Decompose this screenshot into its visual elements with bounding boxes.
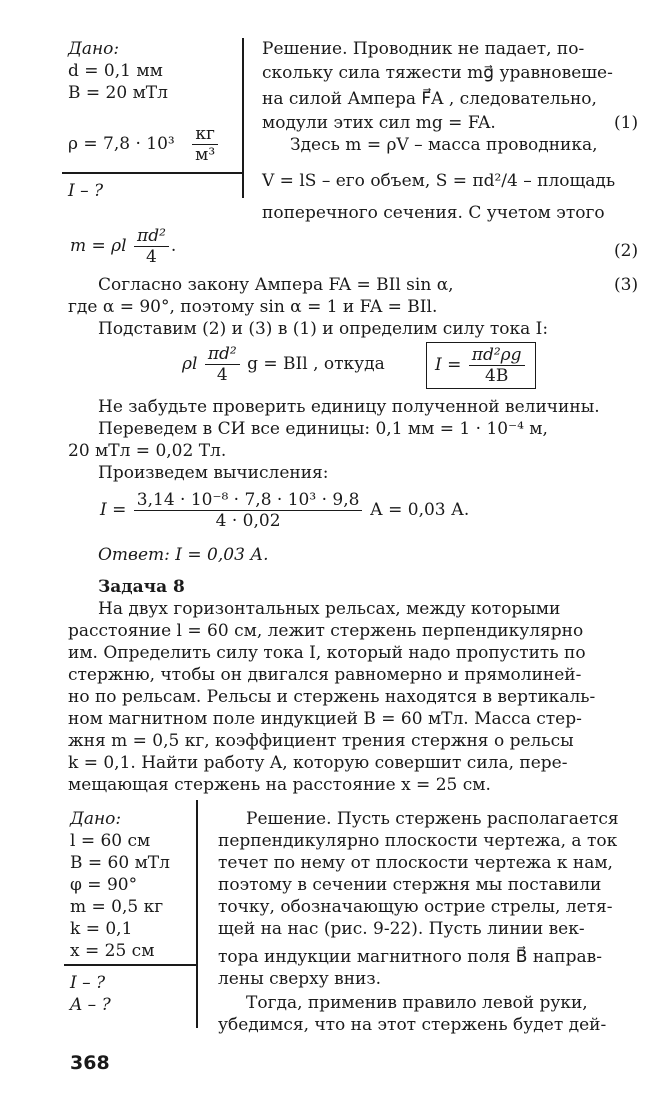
si-line-1: Переведем в СИ все единицы: 0,1 мм = 1 · 10⁻⁴ м, xyxy=(98,419,548,439)
given-header: Дано: xyxy=(68,39,120,59)
si-line-2: 20 мТл = 0,02 Тл. xyxy=(68,441,227,461)
calculation xyxy=(100,490,469,531)
answer-1: Ответ: I = 0,03 А. xyxy=(98,545,269,565)
given2-line-x: x = 25 см xyxy=(70,941,155,961)
task8-line-1: расстояние l = 60 см, лежит стержень перпендикулярно xyxy=(68,621,584,641)
eq2-left: m = ρl xyxy=(70,236,127,256)
formula-frac-den: 4 xyxy=(216,365,228,385)
given2-line-m: m = 0,5 кг xyxy=(70,897,164,917)
formula-fraction xyxy=(205,344,240,385)
find-current-2: I – ? xyxy=(70,973,106,993)
eq1-number: (1) xyxy=(614,113,639,133)
rho-unit-den: м³ xyxy=(195,145,216,165)
eq2-frac-num: πd² xyxy=(134,226,169,247)
formula-frac-num: πd² xyxy=(205,344,240,365)
eq3-number: (3) xyxy=(614,275,639,295)
task8-line-8: мещающая стержень на расстояние x = 25 см. xyxy=(68,775,491,795)
sol1-line-3: модули этих сил mg = FA. xyxy=(262,113,496,133)
sol2-line-1: перпендикулярно плоскости чертежа, а ток xyxy=(218,831,618,851)
calc-right: А = 0,03 А. xyxy=(369,500,470,520)
given2-line-k: k = 0,1 xyxy=(70,919,133,939)
rho-unit-num: кг xyxy=(192,124,218,145)
sol1-line-6: поперечного сечения. С учетом этого xyxy=(262,203,605,223)
given2-line-phi: φ = 90° xyxy=(70,875,138,895)
given2-header: Дано: xyxy=(70,809,122,829)
task8-line-2: им. Определить силу тока I, который надо пропустить по xyxy=(68,643,586,663)
sol2-line-2: течет по нему от плоскости чертежа к нам, xyxy=(218,853,613,873)
boxed-left: I = xyxy=(435,355,462,375)
task8-line-4: но по рельсам. Рельсы и стержень находятся в вертикаль- xyxy=(68,687,596,707)
given2-line-l: l = 60 см xyxy=(70,831,151,851)
rho-value: ρ = 7,8 · 10³ xyxy=(68,134,175,154)
task8-line-6: жня m = 0,5 кг, коэффициент трения стержня о рельсы xyxy=(68,731,574,751)
formula-mid: g = BIl , откуда xyxy=(247,354,385,374)
boxed-den: 4B xyxy=(485,366,509,386)
sol2-line-5: щей на нас (рис. 9-22). Пусть линии век- xyxy=(218,919,585,939)
sol1-line-1: скольку сила тяжести mg⃗ уравновеше- xyxy=(262,63,613,83)
sol1-line-4: Здесь m = ρV – масса проводника, xyxy=(290,135,598,155)
sol1-line-0: Решение. Проводник не падает, по- xyxy=(262,39,585,59)
eq2: m = ρl $\frac{\text{πd²}}{4}$ . xyxy=(70,226,177,267)
check-units-line: Не забудьте проверить единицу полученной величины. xyxy=(98,397,600,417)
task8-line-3: стержню, чтобы он двигался равномерно и прямолиней- xyxy=(68,665,582,685)
find-work-2: A – ? xyxy=(70,995,111,1015)
boxed-num: πd²ρg xyxy=(469,345,525,366)
page-number: 368 xyxy=(70,1052,110,1074)
sol2-line-0: Решение. Пусть стержень располагается xyxy=(246,809,619,829)
given-line-rho xyxy=(68,124,220,165)
sol2-line-4: точку, обозначающую острие стрелы, летя- xyxy=(218,897,613,917)
calc-num: 3,14 · 10⁻⁸ · 7,8 · 10³ · 9,8 xyxy=(134,490,363,511)
given-vertical-line-1 xyxy=(242,38,244,198)
task8-line-5: ном магнитном поле индукцией B = 60 мТл. Масса стер- xyxy=(68,709,582,729)
given2-line-b: B = 60 мТл xyxy=(70,853,170,873)
given-line-b: B = 20 мТл xyxy=(68,83,168,103)
boxed-result xyxy=(426,342,536,389)
sol2-line-7: лены сверху вниз. xyxy=(218,969,382,989)
formula-row xyxy=(182,344,385,385)
sol2-line-6: тора индукции магнитного поля B⃗ направ- xyxy=(218,947,602,967)
calc-left: I = xyxy=(100,500,127,520)
given-divider-1 xyxy=(62,172,242,174)
ampere-law-line: Согласно закону Ампера FA = BIl sin α, xyxy=(98,275,454,295)
find-current-1: I – ? xyxy=(68,181,104,201)
task8-line-0: На двух горизонтальных рельсах, между которыми xyxy=(98,599,561,619)
alpha-line: где α = 90°, поэтому sin α = 1 и FA = BIl. xyxy=(68,297,438,317)
result-box xyxy=(426,342,536,389)
task-8-title: Задача 8 xyxy=(98,577,185,597)
formula-left: ρl xyxy=(182,354,198,374)
sol2-line-9: убедимся, что на этот стержень будет дей- xyxy=(218,1015,607,1035)
substitute-line: Подставим (2) и (3) в (1) и определим силу тока I: xyxy=(98,319,549,339)
eq2-fraction xyxy=(134,226,169,267)
calc-fraction xyxy=(134,490,363,531)
eq2-number: (2) xyxy=(614,241,639,261)
sol1-line-2: на силой Ампера F⃗A , следовательно, xyxy=(262,89,597,109)
calc-den: 4 · 0,02 xyxy=(215,511,281,531)
given-vertical-line-2 xyxy=(196,800,198,1028)
sol1-line-5: V = lS – его объем, S = πd²/4 – площадь xyxy=(262,171,616,191)
calc-intro-line: Произведем вычисления: xyxy=(98,463,329,483)
rho-unit xyxy=(192,124,218,165)
eq2-frac-den: 4 xyxy=(146,247,157,267)
given-line-d: d = 0,1 мм xyxy=(68,61,163,81)
sol2-line-8: Тогда, применив правило левой руки, xyxy=(246,993,588,1013)
given-divider-2 xyxy=(64,964,196,966)
task8-line-7: k = 0,1. Найти работу A, которую совершит сила, пере- xyxy=(68,753,568,773)
boxed-fraction xyxy=(469,345,525,386)
sol2-line-3: поэтому в сечении стержня мы поставили xyxy=(218,875,602,895)
